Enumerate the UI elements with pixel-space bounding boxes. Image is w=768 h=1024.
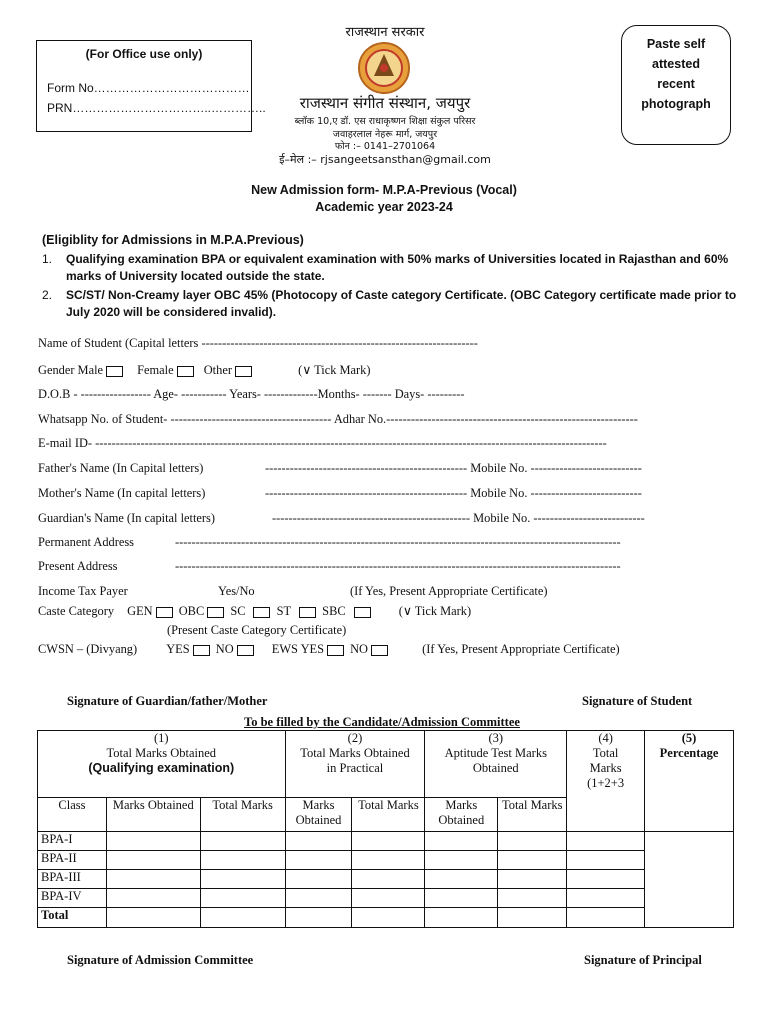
mother-name-label: Mother's Name (In capital letters) (38, 486, 206, 500)
permanent-address-field[interactable]: ------------------------------------------------------------------------------------------------------------ (175, 535, 621, 549)
ews-no-checkbox[interactable] (371, 645, 388, 656)
ews-no-label: NO (350, 642, 368, 656)
header-qualifying: (1) Total Marks Obtained (Qualifying examination) (38, 731, 286, 798)
sbc-checkbox[interactable] (354, 607, 371, 618)
row-label: BPA-II (38, 851, 107, 870)
table-caption: To be filled by the Candidate/Admission Committee (244, 715, 520, 729)
sc-label: SC (230, 604, 246, 618)
row-label: BPA-IV (38, 889, 107, 908)
phone-line: फोन :– 0141–2701064 (334, 141, 436, 152)
female-label: Female (137, 363, 174, 377)
male-checkbox[interactable] (106, 366, 123, 377)
income-tax-note: (If Yes, Present Appropriate Certificate) (350, 584, 548, 598)
table-row (38, 851, 734, 870)
other-checkbox[interactable] (235, 366, 252, 377)
office-use-title: (For Office use only) (85, 47, 203, 61)
header-total: (4) Total Marks (1+2+3 (567, 731, 645, 832)
govt-title: राजस्थान सरकार (345, 25, 425, 40)
other-label: Other (203, 363, 232, 377)
header-percentage: (5) Percentage (645, 731, 734, 832)
present-address-label: Present Address (38, 559, 118, 573)
table-row (38, 889, 734, 908)
address-line-1: ब्लॉक 10,ए डॉ. एस राधाकृष्णन शिक्षा संकुल परिसर (294, 116, 476, 127)
gender-row (38, 362, 370, 378)
academic-year: Academic year 2023-24 (315, 200, 453, 214)
cwsn-yes-checkbox[interactable] (193, 645, 210, 656)
email-field[interactable]: E-mail ID- ---------------------------------------------------------------------------------------------------------------------------- (38, 436, 607, 450)
office-use-box (36, 40, 266, 132)
eligibility-item-2b: July 2020 will be considered invalid). (66, 305, 277, 319)
row-label: Total (38, 908, 107, 928)
guardian-name-field[interactable]: ------------------------------------------------ Mobile No. --------------------------- (272, 511, 645, 525)
table-row (38, 908, 734, 928)
caste-tick-note: (∨ Tick Mark) (398, 604, 472, 618)
photo-text-1: Paste self (646, 37, 706, 51)
email-line: ई–मेल :– rjsangeetsansthan@gmail.com (279, 153, 491, 166)
ews-yes-label: EWS YES (271, 642, 324, 656)
obc-label: OBC (178, 604, 205, 618)
eligibility-item-1a: Qualifying examination BPA or equivalent examination with 50% marks of Universities located in Rajasthan and 60% (66, 252, 729, 266)
gender-label: Gender Male (38, 363, 104, 377)
photo-text-3: recent (657, 77, 695, 91)
principal-signature: Signature of Principal (584, 953, 702, 967)
committee-signature: Signature of Admission Committee (67, 953, 254, 967)
permanent-address-label: Permanent Address (38, 535, 135, 549)
photograph-box[interactable] (621, 25, 731, 145)
marks-table (37, 730, 734, 928)
institute-logo-icon (350, 40, 418, 96)
ews-yes-checkbox[interactable] (327, 645, 344, 656)
table-row (38, 832, 734, 851)
cwsn-row (38, 642, 620, 657)
sbc-label: SBC (322, 604, 346, 618)
tick-mark-note: (∨ Tick Mark) (298, 363, 371, 377)
caste-label: Caste Category (38, 604, 115, 618)
guardian-name-label: Guardian's Name (In capital letters) (38, 511, 216, 525)
cwsn-label: CWSN – (Divyang) (38, 642, 138, 656)
header-practical: (2) Total Marks Obtained in Practical (285, 731, 425, 798)
eligibility-heading: (Eligiblity for Admissions in M.P.A.Previous) (42, 233, 304, 247)
header-aptitude: (3) Aptitude Test Marks Obtained (425, 731, 567, 798)
caste-certificate-note: (Present Caste Category Certificate) (167, 623, 347, 637)
eligibility-item-1b: marks of University located outside the state. (66, 269, 325, 283)
form-title: New Admission form- M.P.A-Previous (Vocal) (251, 183, 517, 197)
student-signature: Signature of Student (582, 694, 693, 708)
whatsapp-adhar-field[interactable]: Whatsapp No. of Student- --------------------------------------- Adhar No.------------------------------------------------------------- (38, 412, 638, 426)
address-line-2: जवाहरलाल नेहरू मार्ग, जयपुर (332, 129, 438, 140)
cwsn-yes-label: YES (166, 642, 190, 656)
caste-row (38, 603, 471, 619)
form-number-field[interactable]: Form No………………………………… (47, 81, 250, 95)
col-total-marks-2: Total Marks (352, 798, 425, 832)
col-marks-obtained-3: Marks Obtained (425, 798, 498, 832)
cwsn-no-checkbox[interactable] (237, 645, 254, 656)
table-row (38, 870, 734, 889)
income-tax-yesno[interactable]: Yes/No (218, 584, 255, 598)
income-tax-label: Income Tax Payer (38, 584, 128, 598)
female-checkbox[interactable] (177, 366, 194, 377)
cwsn-note: (If Yes, Present Appropriate Certificate) (422, 642, 620, 656)
cwsn-no-label: NO (215, 642, 234, 656)
col-marks-obtained-2: Marks Obtained (285, 798, 352, 832)
sc-checkbox[interactable] (253, 607, 270, 618)
eligibility-num-1: 1. (42, 252, 53, 266)
row-label: BPA-I (38, 832, 107, 851)
st-checkbox[interactable] (299, 607, 316, 618)
mother-name-field[interactable]: ------------------------------------------------- Mobile No. --------------------------- (265, 486, 642, 500)
institute-name: राजस्थान संगीत संस्थान, जयपुर (299, 94, 471, 112)
percentage-cell[interactable] (645, 832, 734, 928)
col-class: Class (38, 798, 107, 832)
col-total-marks-1: Total Marks (200, 798, 285, 832)
present-address-field[interactable]: ------------------------------------------------------------------------------------------------------------ (175, 559, 621, 573)
father-name-field[interactable]: ------------------------------------------------- Mobile No. --------------------------- (265, 461, 642, 475)
father-name-label: Father's Name (In Capital letters) (38, 461, 204, 475)
photo-text-4: photograph (641, 97, 711, 111)
eligibility-num-2: 2. (42, 288, 53, 302)
obc-checkbox[interactable] (207, 607, 224, 618)
student-name-field[interactable]: Name of Student (Capital letters ------------------------------------------------------------------- (38, 336, 478, 350)
col-marks-obtained-1: Marks Obtained (106, 798, 200, 832)
dob-field[interactable]: D.O.B - ----------------- Age- ----------- Years- -------------Months- ------- Days- --------- (38, 387, 465, 401)
gen-checkbox[interactable] (156, 607, 173, 618)
gen-label: GEN (127, 604, 153, 618)
prn-field[interactable]: PRN……………………………..………….. (47, 101, 266, 115)
eligibility-item-2a: SC/ST/ Non-Creamy layer OBC 45% (Photocopy of Caste category Certificate. (OBC Category certificate made prior to (66, 288, 737, 302)
st-label: ST (276, 604, 292, 618)
row-label: BPA-III (38, 870, 107, 889)
guardian-signature: Signature of Guardian/father/Mother (67, 694, 268, 708)
col-total-marks-3: Total Marks (498, 798, 567, 832)
photo-text-2: attested (652, 57, 700, 71)
